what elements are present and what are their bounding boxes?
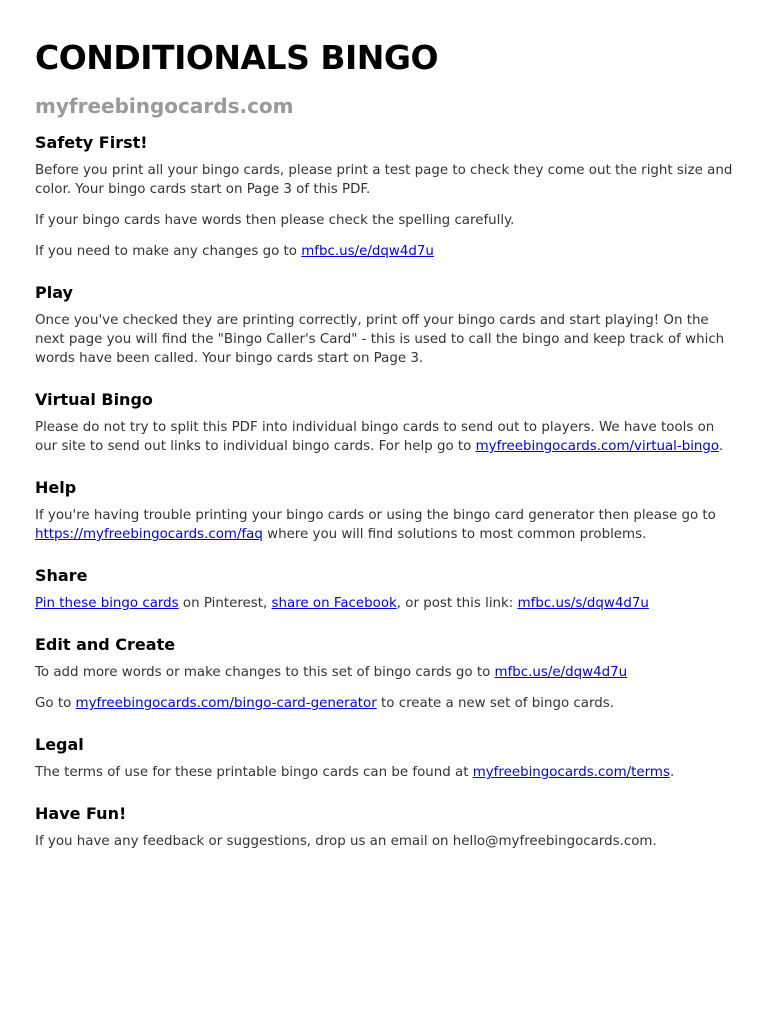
generator-link[interactable]: myfreebingocards.com/bingo-card-generator bbox=[75, 696, 377, 711]
paragraph bbox=[35, 763, 733, 782]
section-virtual-bingo bbox=[35, 389, 733, 456]
virtual-bingo-link[interactable]: myfreebingocards.com/virtual-bingo bbox=[475, 439, 719, 454]
paragraph-text: To add more words or make changes to this set of bingo cards go to bbox=[35, 665, 495, 680]
paragraph-text: to create a new set of bingo cards. bbox=[376, 696, 614, 711]
section-heading: Virtual Bingo bbox=[35, 390, 153, 409]
paragraph: Once you've checked they are printing correctly, print off your bingo cards and start playing! On the next page you will find the "Bingo Caller's Card" - this is used to call the bingo and keep track of which words have been called. Your bingo cards start on Page 3. bbox=[35, 313, 725, 366]
paragraph bbox=[35, 242, 733, 261]
share-link[interactable]: mfbc.us/s/dqw4d7u bbox=[517, 596, 649, 611]
paragraph-text: Please do not try to split this PDF into individual bingo cards to send out to players. We have tools on our site to send out links to individual bingo cards. For help go to bbox=[35, 420, 715, 454]
section-legal bbox=[35, 734, 733, 782]
paragraph bbox=[35, 594, 733, 613]
paragraph-text: on Pinterest, bbox=[178, 596, 272, 611]
section-help bbox=[35, 477, 733, 544]
faq-link[interactable]: https://myfreebingocards.com/faq bbox=[35, 527, 263, 542]
section-share bbox=[35, 565, 733, 613]
section-have-fun bbox=[35, 803, 733, 851]
paragraph bbox=[35, 694, 733, 713]
site-name: myfreebingocards.com bbox=[35, 94, 294, 118]
paragraph: If you have any feedback or suggestions, drop us an email on hello@myfreebingocards.com. bbox=[35, 834, 657, 849]
paragraph-text: , or post this link: bbox=[396, 596, 518, 611]
paragraph-text: If you need to make any changes go to bbox=[35, 244, 302, 259]
page-title: CONDITIONALS BINGO bbox=[35, 38, 439, 77]
section-heading: Play bbox=[35, 283, 73, 302]
section-heading: Help bbox=[35, 478, 77, 497]
paragraph-text: The terms of use for these printable bingo cards can be found at bbox=[35, 765, 473, 780]
section-heading: Legal bbox=[35, 735, 84, 754]
paragraph bbox=[35, 506, 733, 544]
paragraph-text: where you will find solutions to most common problems. bbox=[262, 527, 647, 542]
section-play bbox=[35, 282, 733, 368]
section-edit-and-create bbox=[35, 634, 733, 713]
section-heading: Safety First! bbox=[35, 133, 148, 152]
paragraph-text: If you're having trouble printing your bingo cards or using the bingo card generator then please go to bbox=[35, 508, 716, 523]
paragraph-text: Go to bbox=[35, 696, 76, 711]
section-safety-first bbox=[35, 132, 733, 261]
paragraph: If your bingo cards have words then please check the spelling carefully. bbox=[35, 213, 515, 228]
facebook-share-link[interactable]: share on Facebook bbox=[271, 596, 397, 611]
section-heading: Have Fun! bbox=[35, 804, 127, 823]
section-heading: Share bbox=[35, 566, 88, 585]
paragraph bbox=[35, 663, 733, 682]
edit-link[interactable]: mfbc.us/e/dqw4d7u bbox=[301, 244, 434, 259]
edit-link[interactable]: mfbc.us/e/dqw4d7u bbox=[494, 665, 628, 680]
pinterest-link[interactable]: Pin these bingo cards bbox=[35, 596, 179, 611]
paragraph-text: . bbox=[669, 765, 675, 780]
paragraph: Before you print all your bingo cards, please print a test page to check they come out the right size and color. Your bingo cards start on Page 3 of this PDF. bbox=[35, 163, 733, 197]
terms-link[interactable]: myfreebingocards.com/terms bbox=[472, 765, 670, 780]
paragraph-text: . bbox=[718, 439, 724, 454]
paragraph bbox=[35, 418, 733, 456]
section-heading: Edit and Create bbox=[35, 635, 176, 654]
